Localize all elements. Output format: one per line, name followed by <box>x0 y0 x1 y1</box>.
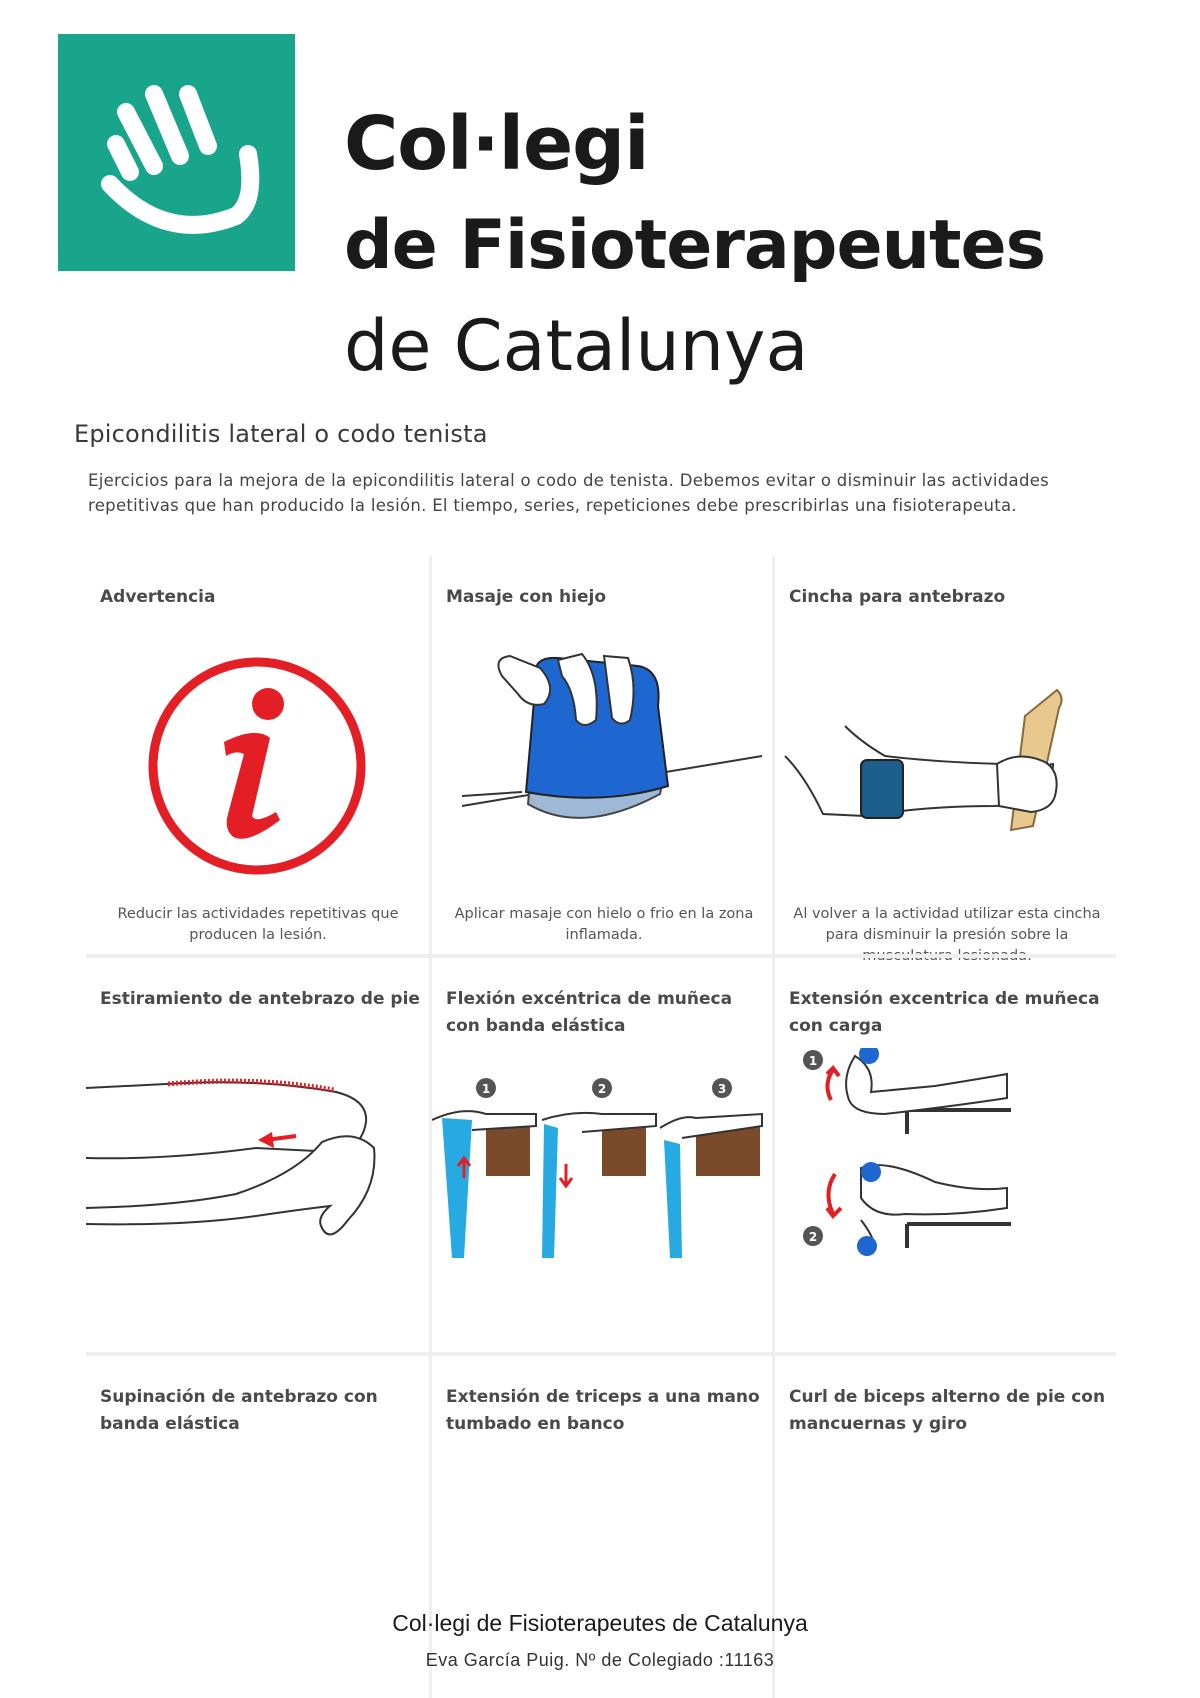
step-1 <box>803 1048 1011 1134</box>
step-2 <box>542 1078 656 1258</box>
step-number-1: 1 <box>481 1082 491 1096</box>
card-title: Curl de biceps alterno de pie con mancuernas y giro <box>789 1387 1106 1434</box>
step-1 <box>432 1078 536 1258</box>
forearm-strap-illustration <box>775 646 1118 876</box>
brand-wordmark <box>344 92 1045 396</box>
card-extension-carga <box>772 958 1115 1352</box>
ice-massage-illustration <box>432 646 775 876</box>
footer-subtitle: Eva García Puig. Nº de Colegiado :11163 <box>425 1650 775 1670</box>
card-title: Estiramiento de antebrazo de pie <box>100 989 420 1009</box>
card-estiramiento <box>86 958 429 1352</box>
step-3 <box>660 1078 762 1258</box>
card-title: Cincha para antebrazo <box>789 587 1006 607</box>
card-caption: Aplicar masaje con hielo o frio en la zona inflamada. <box>454 906 754 943</box>
grid-row <box>86 1352 1116 1698</box>
step-number-3: 3 <box>717 1082 727 1096</box>
grid-row <box>86 556 1116 964</box>
brand-line-2: de Fisioterapeutes <box>344 206 1046 285</box>
card-supinacion <box>86 1356 429 1698</box>
card-caption: Reducir las actividades repetitivas que producen la lesión. <box>117 906 399 943</box>
exercise-grid <box>86 556 1116 1698</box>
card-title: Supinación de antebrazo con banda elástica <box>100 1387 378 1434</box>
brand-line-1: Col·legi <box>344 101 649 187</box>
document-intro: Ejercicios para la mejora de la epicondilitis lateral o codo de tenista. Debemos evitar o disminuir las actividades repetitivas que han producido la lesión. El tiempo, series, repeticiones debe prescribirlas una fisioterapeuta. <box>88 471 1050 515</box>
card-title: Extensión de triceps a una mano tumbado en banco <box>446 1387 760 1434</box>
card-masaje-hielo <box>429 556 772 954</box>
grid-row <box>86 954 1116 1352</box>
card-title: Extensión excentrica de muñeca con carga <box>789 989 1100 1036</box>
card-caption: Al volver a la actividad utilizar esta cincha para disminuir la presión sobre la musculatura lesionada. <box>793 906 1101 964</box>
card-flexion-excentrica <box>429 958 772 1352</box>
card-title: Masaje con hiejo <box>446 587 606 607</box>
hand-logo-icon <box>58 34 295 271</box>
document-title: Epicondilitis lateral o codo tenista <box>74 420 488 448</box>
card-title: Advertencia <box>100 587 216 607</box>
step-number-2: 2 <box>597 1082 607 1096</box>
wrist-extension-illustration <box>775 1048 1118 1278</box>
info-icon <box>86 646 429 876</box>
card-curl-biceps <box>772 1356 1115 1698</box>
card-cincha <box>772 556 1115 964</box>
elastic-band-illustration <box>432 1048 775 1278</box>
step-number-2: 2 <box>808 1230 818 1244</box>
logo-mark <box>58 34 295 271</box>
step-2 <box>803 1162 1011 1256</box>
card-title: Flexión excéntrica de muñeca con banda elástica <box>446 989 733 1036</box>
brand-line-3: de Catalunya <box>344 305 809 387</box>
footer-title: Col·legi de Fisioterapeutes de Catalunya <box>392 1610 808 1636</box>
card-advertencia <box>86 556 429 954</box>
card-extension-triceps <box>429 1356 772 1698</box>
step-number-1: 1 <box>808 1054 818 1068</box>
forearm-stretch-illustration <box>86 1048 429 1278</box>
